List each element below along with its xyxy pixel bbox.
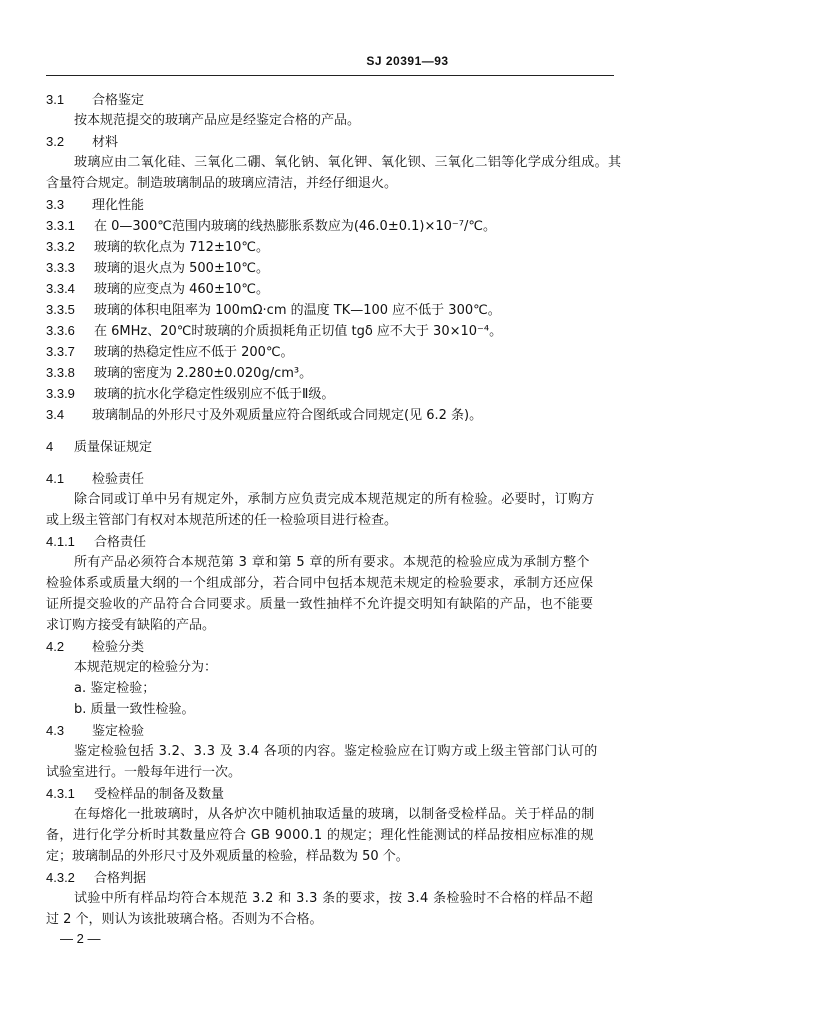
chapter-heading: 4 质量保证规定 (46, 439, 153, 455)
paragraph-line: 含量符合规定。制造玻璃制品的玻璃应清洁，并经仔细退火。 (46, 176, 398, 191)
section-heading: 3.2 材料 (46, 134, 119, 150)
paragraph-line: 定；玻璃制品的外形尺寸及外观质量的检验，样品数为 50 个。 (46, 849, 409, 864)
list-item: b. 质量一致性检验。 (74, 702, 195, 717)
section-heading: 3.3 理化性能 (46, 197, 145, 213)
page-number: — 2 — (60, 931, 101, 946)
clause-line: 3.3.3 玻璃的退火点为 500±10℃。 (46, 260, 269, 276)
clause-line: 3.3.8 玻璃的密度为 2.280±0.020g/cm³。 (46, 365, 313, 381)
clause-line: 3.3.6 在 6MHz、20℃时玻璃的介质损耗角正切值 tgδ 应不大于 30×10⁻⁴。 (46, 323, 503, 339)
section-heading: 4.1 检验责任 (46, 471, 145, 487)
paragraph-line: 证所提交验收的产品符合合同要求。质量一致性抽样不允许提交明知有缺陷的产品，也不能要 (46, 597, 594, 612)
paragraph-line: 求订购方接受有缺陷的产品。 (46, 618, 216, 633)
paragraph-line: 检验体系或质量大纲的一个组成部分，若合同中包括本规范未规定的检验要求，承制方还应保 (46, 576, 594, 591)
section-heading: 4.3.2 合格判据 (46, 870, 147, 886)
paragraph-line: 按本规范提交的玻璃产品应是经鉴定合格的产品。 (74, 113, 361, 128)
clause-line: 3.3.7 玻璃的热稳定性应不低于 200℃。 (46, 344, 294, 360)
paragraph-line: 试验室进行。一般每年进行一次。 (46, 765, 242, 780)
section-heading: 4.3.1 受检样品的制备及数量 (46, 786, 225, 802)
clause-line: 3.3.2 玻璃的软化点为 712±10℃。 (46, 239, 269, 255)
paragraph-line: 所有产品必须符合本规范第 3 章和第 5 章的所有要求。本规范的检验应成为承制方整个 (74, 555, 590, 570)
standard-number-header: SJ 20391—93 (366, 54, 449, 68)
paragraph-line: 鉴定检验包括 3.2、3.3 及 3.4 各项的内容。鉴定检验应在订购方或上级主管部门认可的 (74, 744, 598, 759)
paragraph-line: 在每熔化一批玻璃时，从各炉次中随机抽取适量的玻璃，以制备受检样品。关于样品的制 (74, 807, 595, 822)
paragraph-line: 玻璃应由二氧化硅、三氧化二硼、氧化钠、氧化钾、氧化钡、三氧化二铝等化学成分组成。其 (74, 155, 622, 170)
paragraph-line: 除合同或订单中另有规定外，承制方应负责完成本规范规定的所有检验。必要时，订购方 (74, 492, 595, 507)
clause-line: 3.3.9 玻璃的抗水化学稳定性级别应不低于Ⅱ级。 (46, 386, 335, 402)
clause-line: 3.3.5 玻璃的体积电阻率为 100mΩ·cm 的温度 TK—100 应不低于 300℃。 (46, 302, 501, 318)
section-heading: 4.3 鉴定检验 (46, 723, 145, 739)
section-heading: 3.1 合格鉴定 (46, 92, 145, 108)
section-heading: 4.1.1 合格责任 (46, 534, 147, 550)
paragraph-line: 本规范规定的检验分为： (74, 660, 218, 675)
clause-line: 3.3.1 在 0—300℃范围内玻璃的线热膨胀系数应为(46.0±0.1)×10⁻⁷/℃。 (46, 218, 496, 234)
paragraph-line: 或上级主管部门有权对本规范所述的任一检验项目进行检查。 (46, 513, 398, 528)
clause-line: 3.3.4 玻璃的应变点为 460±10℃。 (46, 281, 269, 297)
header-rule (46, 75, 614, 76)
section-heading: 4.2 检验分类 (46, 639, 145, 655)
list-item: a. 鉴定检验； (74, 681, 156, 696)
paragraph-line: 过 2 个，则认为该批玻璃合格。否则为不合格。 (46, 912, 323, 927)
paragraph-line: 备，进行化学分析时其数量应符合 GB 9000.1 的规定；理化性能测试的样品按相应标准的规 (46, 828, 594, 843)
paragraph-line: 试验中所有样品均符合本规范 3.2 和 3.3 条的要求，按 3.4 条检验时不合格的样品不超 (74, 891, 594, 906)
clause-line: 3.4 玻璃制品的外形尺寸及外观质量应符合图纸或合同规定(见 6.2 条)。 (46, 407, 483, 423)
